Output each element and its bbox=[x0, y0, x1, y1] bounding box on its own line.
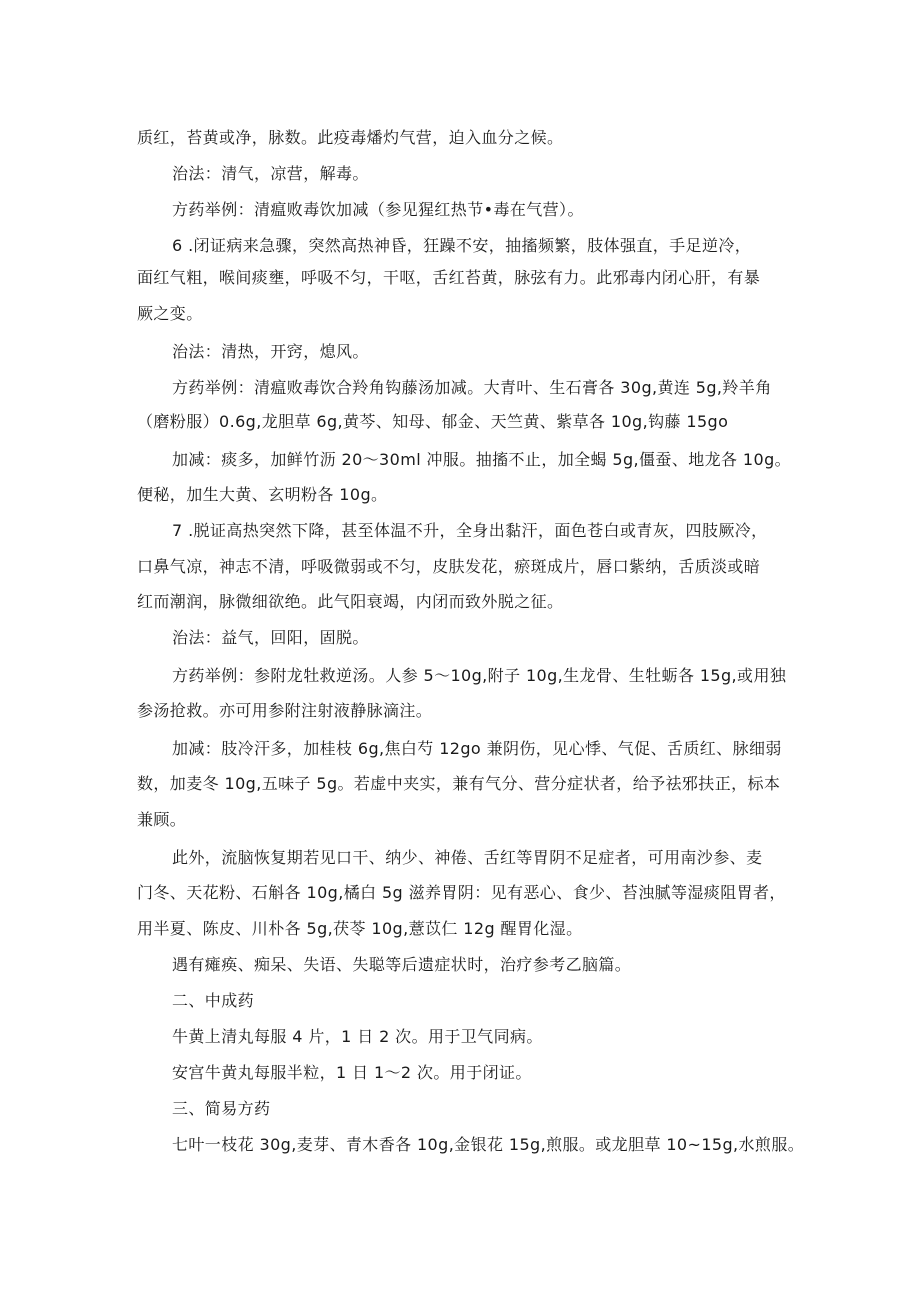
text-line: 参汤抢救。亦可用参附注射液静脉滴注。 bbox=[137, 701, 433, 720]
section-heading: 二、中成药 bbox=[172, 991, 255, 1010]
text-line: 方药举例：参附龙牡救逆汤。人参 5～10g,附子 10g,生龙骨、生牡蛎各 15g,或用独 bbox=[172, 666, 787, 685]
text-line: 用半夏、陈皮、川朴各 5g,茯苓 10g,薏苡仁 12g 醒胃化湿。 bbox=[137, 919, 583, 938]
text-line: 方药举例：清瘟败毒饮合羚角钩藤汤加减。大青叶、生石膏各 30g,黄连 5g,羚羊角 bbox=[172, 378, 772, 397]
text-line: 口鼻气凉，神志不清，呼吸微弱或不匀，皮肤发花，瘀斑成片，唇口紫纳，舌质淡或暗 bbox=[137, 557, 761, 576]
text-line: （磨粉服）0.6g,龙胆草 6g,黄芩、知母、郁金、天竺黄、紫草各 10g,钩藤 15go bbox=[137, 412, 729, 431]
text-line: 治法：益气，回阳，固脱。 bbox=[172, 628, 369, 647]
text-line: 面红气粗，喉间痰壅，呼吸不匀，干呕，舌红苔黄，脉弦有力。此邪毒内闭心肝，有暴 bbox=[137, 268, 761, 287]
text-line: 七叶一枝花 30g,麦芽、青木香各 10g,金银花 15g,煎服。或龙胆草 10~15g,水煎服。 bbox=[172, 1135, 805, 1154]
section-heading: 三、简易方药 bbox=[172, 1099, 271, 1118]
text-line: 7 .脱证高热突然下降，甚至体温不升，全身出黏汗，面色苍白或青灰，四肢厥冷， bbox=[172, 521, 768, 540]
text-line: 治法：清热，开窍，熄风。 bbox=[172, 342, 369, 361]
text-line: 加减：痰多，加鲜竹沥 20～30ml 冲服。抽搐不止，加全蝎 5g,僵蚕、地龙各 10g。 bbox=[172, 450, 792, 469]
text-line: 质红，苔黄或净，脉数。此疫毒燔灼气营，迫入血分之候。 bbox=[137, 128, 564, 147]
text-line: 数，加麦冬 10g,五味子 5g。若虚中夹实，兼有气分、营分症状者，给予祛邪扶正，标本 bbox=[137, 774, 781, 793]
text-line: 安宫牛黄丸每服半粒，1 日 1～2 次。用于闭证。 bbox=[172, 1063, 532, 1082]
text-line: 加减：肢冷汗多，加桂枝 6g,焦白芍 12go 兼阴伤，见心悸、气促、舌质红、脉细弱 bbox=[172, 739, 782, 758]
text-line: 厥之变。 bbox=[137, 304, 203, 323]
text-line: 方药举例：清瘟败毒饮加减（参见猩红热节•毒在气营）。 bbox=[172, 200, 584, 219]
text-line: 便秘，加生大黄、玄明粉各 10g。 bbox=[137, 485, 388, 504]
text-line: 遇有瘫痪、痴呆、失语、失聪等后遗症状时，治疗参考乙脑篇。 bbox=[172, 955, 632, 974]
text-line: 兼顾。 bbox=[137, 810, 187, 829]
text-line: 此外，流脑恢复期若见口干、纳少、神倦、舌红等胃阴不足症者，可用南沙参、麦 bbox=[172, 848, 763, 867]
text-line: 牛黄上清丸每服 4 片，1 日 2 次。用于卫气同病。 bbox=[172, 1027, 543, 1046]
text-line: 门冬、天花粉、石斛各 10g,橘白 5g 滋养胃阴：见有恶心、食少、苔浊腻等湿痰阻胃者， bbox=[137, 883, 786, 902]
text-line: 6 .闭证病来急骤，突然高热神昏，狂躁不安，抽搐频繁，肢体强直，手足逆冷， bbox=[172, 236, 752, 255]
text-line: 红而潮润，脉微细欲绝。此气阳衰竭，内闭而致外脱之征。 bbox=[137, 592, 564, 611]
text-line: 治法：清气，凉营，解毒。 bbox=[172, 164, 369, 183]
